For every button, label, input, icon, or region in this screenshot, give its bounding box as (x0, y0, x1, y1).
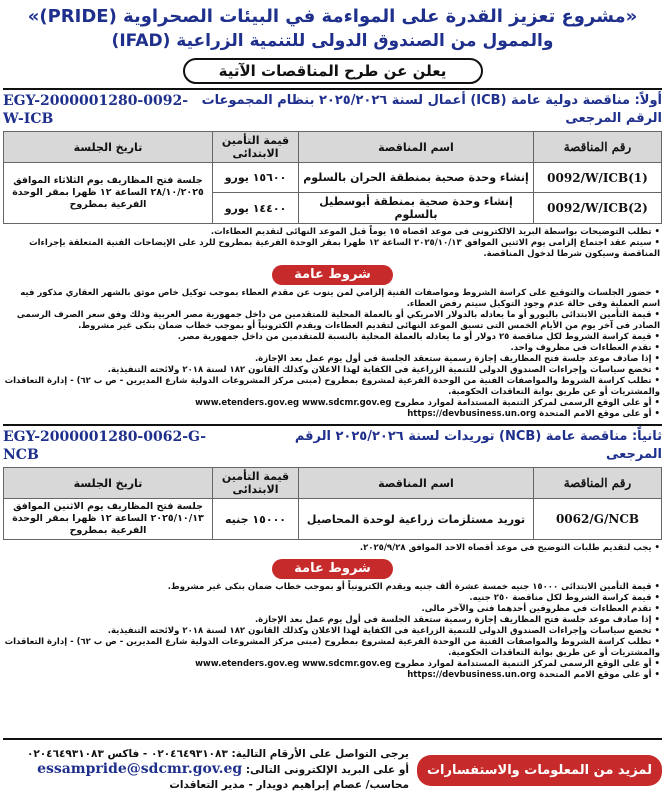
table-row (4, 499, 662, 540)
col-header-insurance: قيمة التأمين الابتدائى (213, 468, 299, 499)
term-item: • تطلب كراسة الشروط والمواصفات الفنية من الوحدة الفرعية لمشروع بمطروح (مبنى مركز المشروعات الدولية شارع المديرين - ص ب ٦٢) - إدارة التعاقدات والمشتريات أو عن طريق بوابة التعاقدات الحكومية. (3, 637, 662, 659)
col-header-insurance: قيمة التأمين الابتدائى (213, 132, 299, 163)
announcement-box: يعلن عن طرح المناقصات الآتية (183, 58, 483, 84)
tender-name: إنشاء وحدة صحية بمنطقة أبوسطيل بالسلوم (299, 193, 534, 224)
tender-name: إنشاء وحدة صحية بمنطقة الحران بالسلوم (299, 163, 534, 193)
section1-title (3, 88, 662, 128)
terms1-list (3, 288, 662, 420)
term-item: • تخضع سياسات وإجراءات الصندوق الدولى للتنمية الزراعية فى الكفاية لهذا الاعلان وكذلك القانون ١٨٢ لسنة ٢٠١٨ ولائحته التنفيذية. (3, 365, 662, 376)
section2-ref: EGY-2000001280-0062-G-NCB (3, 429, 207, 463)
contact-email-line (3, 762, 409, 778)
contact-footer (3, 738, 662, 796)
general-terms-label: شروط عامة (272, 265, 393, 285)
table-header-row (4, 132, 662, 163)
note-item: • يجب لتقديم طلبات التوضيح فى موعد أقصاه الاحد الموافق ٢٠٢٥/٩/٢٨. (3, 543, 662, 554)
contact-person-line: محاسب/ عصام إبراهيم دويدار - مدير التعاقدات (169, 779, 409, 791)
project-title: «مشروع تعزيز القدرة على المواءمة في البيئات الصحراوية (PRIDE)» (27, 6, 638, 27)
tender-no: 0092/W/ICB(2) (534, 193, 662, 224)
table-row (4, 163, 662, 193)
section2-notes (3, 543, 662, 554)
section1-title-text: أولاً: مناقصة دولية عامة (ICB) أعمال لسنة ٢٠٢٥/٢٠٢٦ بنظام المجموعات الرقم المرجعى (201, 93, 662, 126)
tender-insurance: ١٤٤٠٠ يورو (213, 193, 299, 224)
contact-email-link[interactable]: essampride@sdcmr.gov.eg (37, 761, 243, 777)
term-item: • قيمة التأمين الابتدائى ١٥٠٠٠ جنيه خمسة عشرة ألف جنيه ويقدم الكترونياً أو بموجب خطاب ضمان بنكى غير مشروط. (3, 582, 662, 593)
section1-table (3, 131, 662, 224)
contact-email-label: أو على البريد الإلكترونى التالى: (245, 764, 409, 776)
funder-title: والممول من الصندوق الدولى للتنمية الزراعية (IFAD) (111, 31, 554, 51)
general-terms-label-2: شروط عامة (272, 559, 393, 579)
section1-notes (3, 227, 662, 260)
col-header-no: رقم المناقصة (534, 468, 662, 499)
col-header-date: تاريخ الجلسة (4, 468, 213, 499)
term-item: • تقدم العطاءات في مظروفين أحدهما فنى والآخر مالى. (3, 604, 662, 615)
contact-phone-line: يرجى التواصل على الأرقام التالية: ٠٢٠٤٦٤٩٣١٠٨٣ - فاكس ٠٢٠٤٦٤٩٣١٠٨٣ (26, 748, 409, 760)
note-item: • سيتم عقد اجتماع إلزامى يوم الاثنين الموافق ٢٠٢٥/١٠/١٣ الساعة ١٢ ظهرا بمقر الوحدة الفرعية بمطروح للرد على الإيضاحات الفنية المتعلقة بإجراءات المناقصة وسيكون شرطا لدخول المناقصة. (3, 238, 662, 260)
term-item: • إذا صادف موعد جلسة فتح المظاريف إجازة رسمية ستعقد الجلسة فى أول يوم عمل بعد الإجازة. (3, 615, 662, 626)
col-header-no: رقم المناقصة (534, 132, 662, 163)
session-date: جلسة فتح المظاريف يوم الاثنين الموافق ٢٠٢٥/١٠/١٣ الساعة ١٢ ظهرا بمقر الوحدة الفرعية بمطروح (4, 499, 213, 540)
contact-lines (3, 747, 409, 793)
term-item[interactable]: • أو على الوقع الرسمى لمركز التنمية المستدامة لموارد مطروح www.etenders.gov.eg www.sdcmr.gov.eg (3, 398, 662, 409)
section2-title (3, 424, 662, 464)
section1-ref: EGY-2000001280-0092-W-ICB (3, 93, 189, 127)
term-item: • قيمة التأمين الابتدائى باليورو أو ما يعادله بالدولار الامريكي أو بالعملة المحلية للمتقدمين من داخل جمهورية مصر العربية وذلك وفق سعر الصرف الرسمى الصادر فى آخر يوم من الأيام الخمس التى تسبق الموعد النهائى لتقديم العطاءات ويقدم الكترونياً أو بموجب خطاب ضمان بنكى غير مشروط. (3, 310, 662, 332)
term-item: • تخضع سياسات وإجراءات الصندوق الدولى للتنمية الزراعية فى الكفاية لهذا الاعلان وكذلك القانون ١٨٢ لسنة ٢٠١٨ ولائحته التنفيذية. (3, 626, 662, 637)
term-item: • حضور الجلسات والتوقيع على كراسة الشروط ومواصفات الفنية إلزامي لمن ينوب عن مقدم العطاء بموجب توكيل خاص موثق بالشهر العقاري مذكور فيه اسم العملية وفى حالة عدم وجود التوكيل سيتم رفض العطاء. (3, 288, 662, 310)
section2-table (3, 467, 662, 540)
note-item: • تطلب التوضيحات بواسطة البريد الالكترونى فى موعد اقصاه ١٥ يوماً قبل الموعد النهائى لتقديم العطاءات. (3, 227, 662, 238)
term-item: • قيمة كراسة الشروط لكل مناقصة ٢٥ دولار أو ما يعادله بالعملة المحلية بالنسبة للمتقدمين من داخل جمهورية مصر. (3, 332, 662, 343)
term-item[interactable]: • أو على الوقع الرسمى لمركز التنمية المستدامة لموارد مطروح www.etenders.gov.eg www.sdcmr.gov.eg (3, 659, 662, 670)
term-item: • تقدم العطاءات فى مظروف واحد. (3, 343, 662, 354)
table-header-row (4, 468, 662, 499)
col-header-date: تاريخ الجلسة (4, 132, 213, 163)
section2-title-text: ثانياً: مناقصة عامة (NCB) توريدات لسنة ٢٠٢٥/٢٠٢٦ الرقم المرجعى (294, 429, 662, 462)
term-item[interactable]: • أو على موقع الامم المتحدة https://devbusiness.un.org (3, 409, 662, 420)
more-info-badge: لمزيد من المعلومات والاستفسارات (417, 755, 662, 786)
col-header-name: اسم المناقصة (299, 132, 534, 163)
term-item: • تطلب كراسة الشروط والمواصفات الفنية من الوحدة الفرعية لمشروع بمطروح (مبنى مركز المشروعات الدولية شارع المديرين - ص ب ٦٢) - إدارة التعاقدات والمشتريات أو عن طريق بوابة التعاقدات الحكومية. (3, 376, 662, 398)
term-item[interactable]: • أو على موقع الامم المتحدة https://devbusiness.un.org (3, 670, 662, 681)
terms2-list (3, 582, 662, 681)
session-date: جلسة فتح المظاريف يوم الثلاثاء الموافق ٢٨/١٠/٢٠٢٥ الساعة ١٢ ظهرا بمقر الوحدة الفرعية بمطروح (4, 163, 213, 224)
tender-no: 0092/W/ICB(1) (534, 163, 662, 193)
tender-insurance: ١٥٦٠٠ يورو (213, 163, 299, 193)
term-item: • قيمة كراسة الشروط لكل مناقصة ٢٥٠ جنيه. (3, 593, 662, 604)
col-header-name: اسم المناقصة (299, 468, 534, 499)
tender-name: توريد مستلزمات زراعية لوحدة المحاصيل (299, 499, 534, 540)
term-item: • إذا صادف موعد جلسة فتح المظاريف إجازة رسمية ستعقد الجلسة فى أول يوم عمل بعد الإجازة. (3, 354, 662, 365)
tender-insurance: ١٥٠٠٠ جنيه (213, 499, 299, 540)
tender-no: 0062/G/NCB (534, 499, 662, 540)
